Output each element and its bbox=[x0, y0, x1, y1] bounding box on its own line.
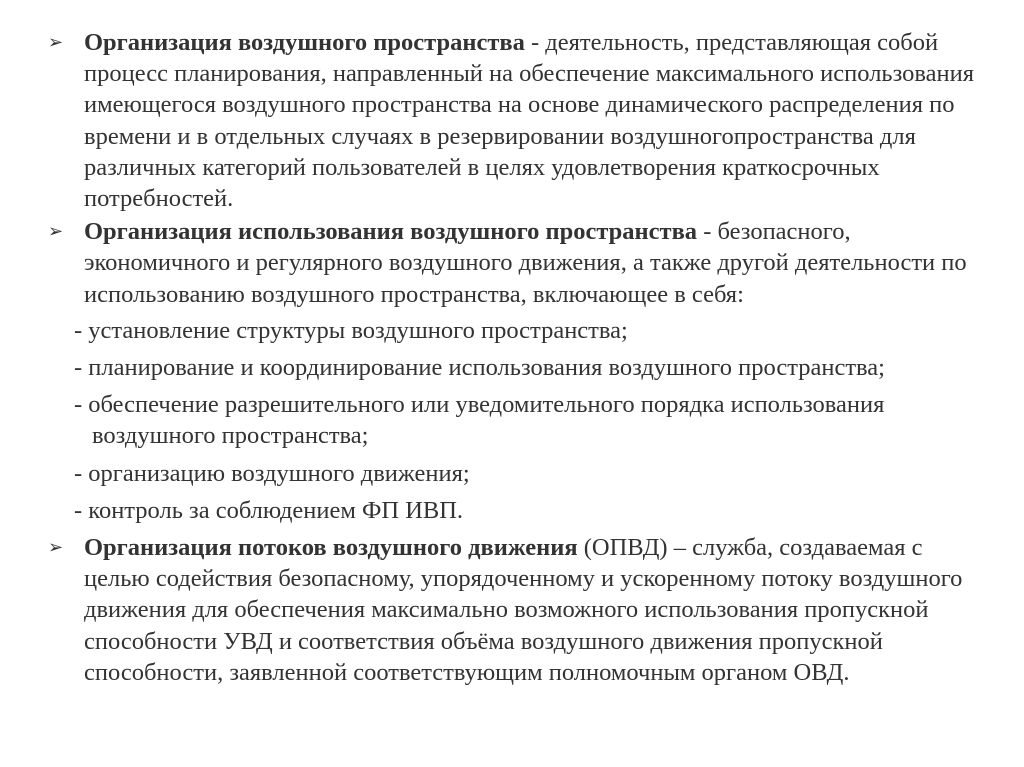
definition-air-traffic-flow-management bbox=[48, 532, 984, 688]
definition-text: - безопасного, экономичного и регулярного воздушного движения, а также другой деятельности по использованию воздушного пространства, включающее в себя: bbox=[84, 218, 967, 308]
sub-item: - организацию воздушного движения; bbox=[74, 459, 470, 487]
sub-item: - установление структуры воздушного пространства; bbox=[74, 316, 628, 344]
definition-airspace-use-organization bbox=[48, 216, 984, 526]
definition-text: (ОПВД) – служба, создаваемая с целью содействия безопасному, упорядоченному и ускоренному потоку воздушного движения для обеспечения максимально возможного использования пропускной способности УВД и соответствия объёма воздушного движения пропускной способности, заявленной соответствующим полномочным органом ОВД. bbox=[84, 534, 963, 686]
definition-text: - деятельность, представляющая собой процесс планирования, направленный на обеспечение максимального использования имеющегося воздушного пространства на основе динамического распределения по времени и в отдельных случаях в резервировании воздушногопространства для различных категорий пользователей в целях удовлетворения краткосрочных потребностей. bbox=[84, 29, 975, 213]
sub-item: - планирование и координирование использования воздушного пространства; bbox=[74, 354, 885, 382]
sub-item: - контроль за соблюдением ФП ИВП. bbox=[74, 496, 464, 524]
term-air-traffic-flow-management: Организация потоков воздушного движения bbox=[84, 534, 578, 562]
definition-airspace-organization bbox=[48, 27, 984, 214]
sub-list bbox=[74, 315, 984, 526]
sub-item: - обеспечение разрешительного или уведомительного порядка использования воздушного пространства; bbox=[74, 391, 885, 450]
term-airspace-organization: Организация воздушного пространства bbox=[84, 29, 525, 56]
arrow-bullet-icon: ➢ bbox=[48, 537, 64, 559]
arrow-bullet-icon: ➢ bbox=[48, 32, 64, 53]
arrow-bullet-icon: ➢ bbox=[48, 221, 64, 243]
term-airspace-use-organization: Организация использования воздушного пространства bbox=[84, 218, 698, 246]
